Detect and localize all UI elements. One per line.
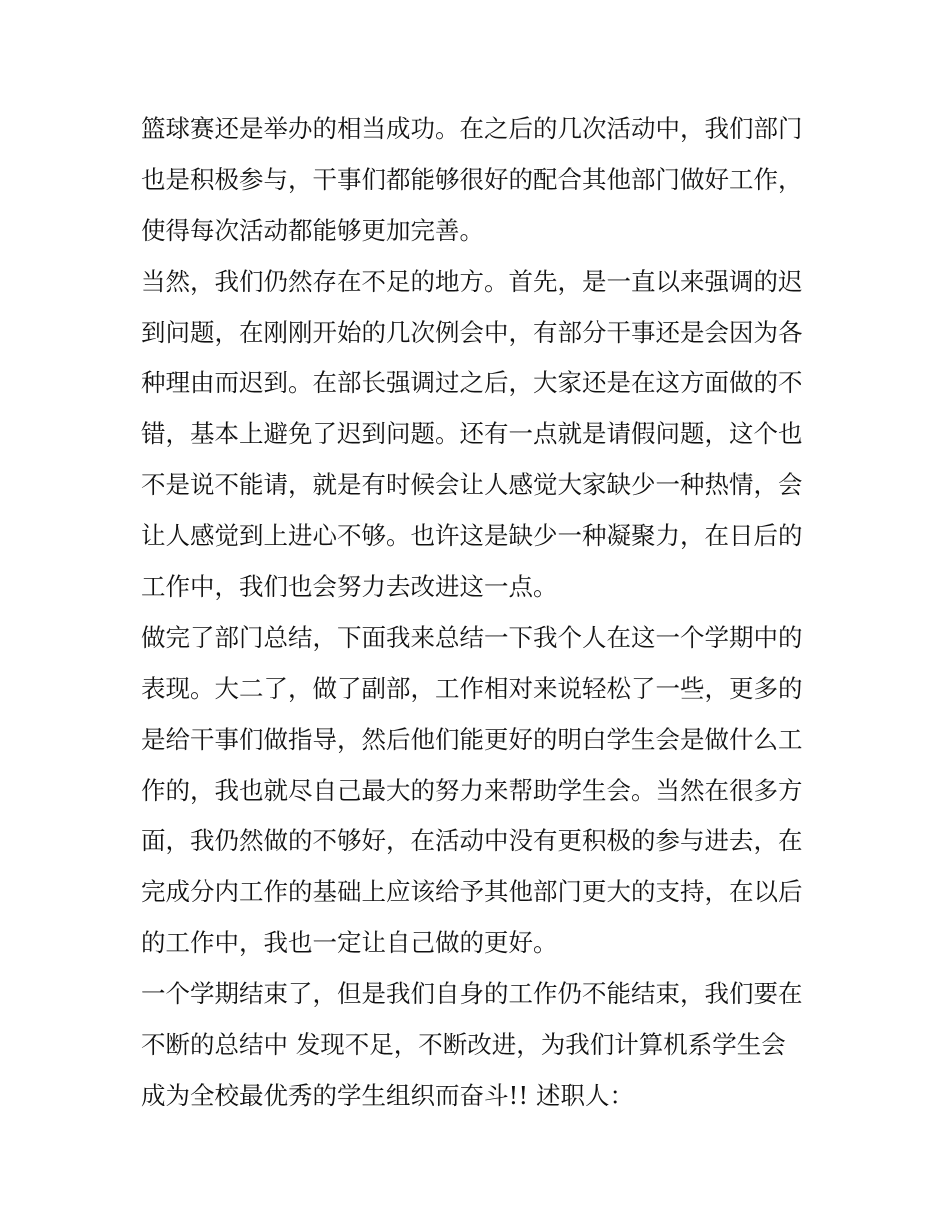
text-line: 的工作中，我也一定让自己做的更好。 xyxy=(141,928,558,958)
text-line: 是给干事们做指导，然后他们能更好的明白学生会是做什么工 xyxy=(141,724,803,754)
text-line: 也是积极参与，干事们都能够很好的配合其他部门做好工作， xyxy=(141,164,803,194)
text-line: 表现。大二了，做了副部，工作相对来说轻松了一些，更多的 xyxy=(141,673,803,703)
text-line: 一个学期结束了，但是我们自身的工作仍不能结束，我们要在 xyxy=(141,979,803,1009)
text-line: 做完了部门总结，下面我来总结一下我个人在这一个学期中的 xyxy=(141,622,803,652)
text-line: 工作中，我们也会努力去改进这一点。 xyxy=(141,572,558,602)
text-line: 不是说不能请，就是有时候会让人感觉大家缺少一种热情，会 xyxy=(141,470,803,500)
text-line: 错，基本上避免了迟到问题。还有一点就是请假问题，这个也 xyxy=(141,419,803,449)
text-line: 不断的总结中 发现不足，不断改进，为我们计算机系学生会 xyxy=(141,1030,786,1060)
text-line: 使得每次活动都能够更加完善。 xyxy=(141,215,484,245)
text-line: 面，我仍然做的不够好，在活动中没有更积极的参与进去，在 xyxy=(141,826,803,856)
text-line: 完成分内工作的基础上应该给予其他部门更大的支持，在以后 xyxy=(141,877,803,907)
text-line: 篮球赛还是举办的相当成功。在之后的几次活动中，我们部门 xyxy=(141,114,803,143)
text-line: 到问题，在刚刚开始的几次例会中，有部分干事还是会因为各 xyxy=(141,317,803,347)
text-line: 种理由而迟到。在部长强调过之后，大家还是在这方面做的不 xyxy=(141,368,803,398)
text-line: 作的，我也就尽自己最大的努力来帮助学生会。当然在很多方 xyxy=(141,775,803,805)
text-line: 当然，我们仍然存在不足的地方。首先，是一直以来强调的迟 xyxy=(141,266,803,296)
text-line: 让人感觉到上进心不够。也许这是缺少一种凝聚力，在日后的 xyxy=(141,521,803,551)
document-body-text xyxy=(141,104,821,1122)
text-line: 成为全校最优秀的学生组织而奋斗!! 述职人： xyxy=(141,1080,634,1110)
